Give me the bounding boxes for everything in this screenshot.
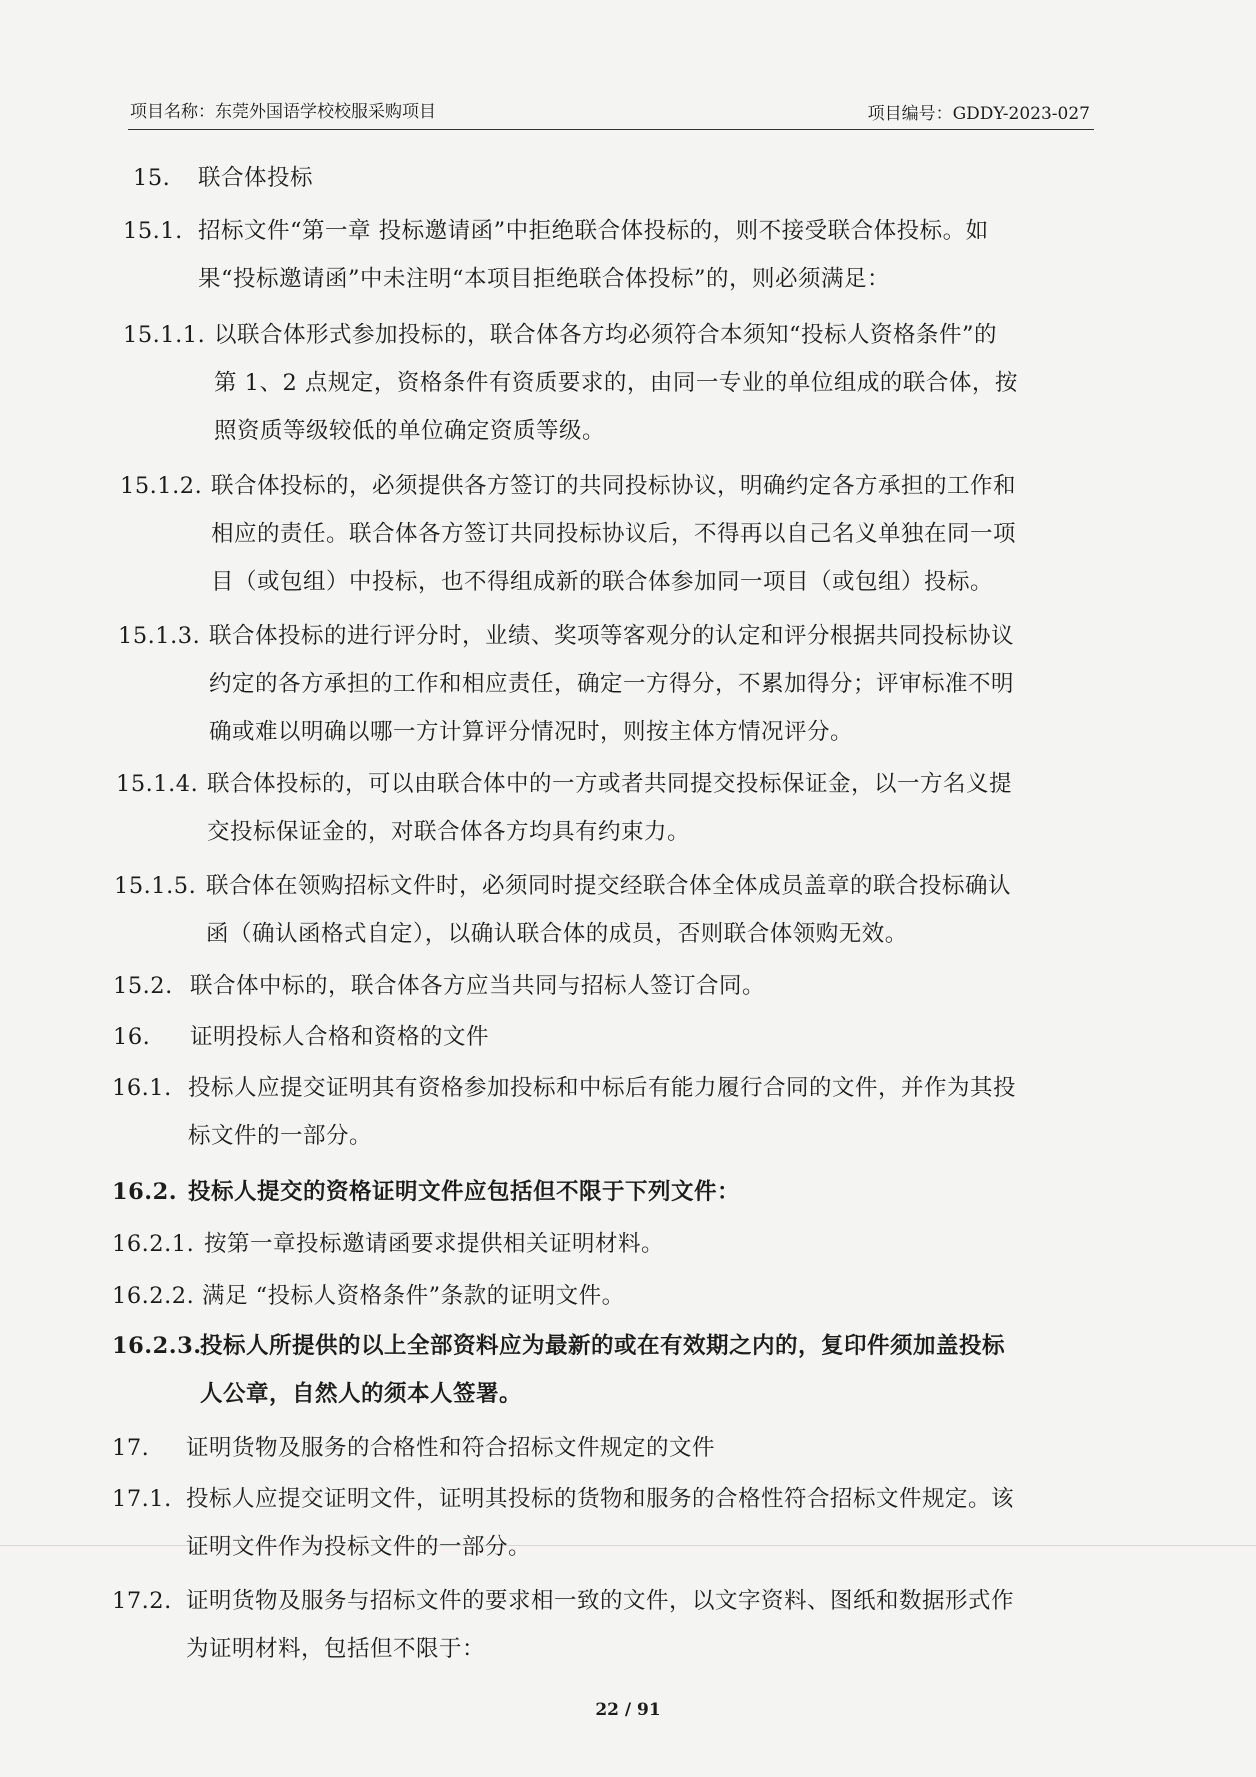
section-number: 17.1. xyxy=(112,1486,172,1512)
section-line: 交投标保证金的，对联合体各方均具有约束力。 xyxy=(207,819,691,845)
section-line: 招标文件“第一章 投标邀请函”中拒绝联合体投标的，则不接受联合体投标。如 xyxy=(198,218,989,244)
section-number: 16. xyxy=(113,1024,151,1050)
section-line: 证明货物及服务的合格性和符合招标文件规定的文件 xyxy=(186,1435,716,1461)
section-number: 17.2. xyxy=(112,1588,172,1614)
section-line: 满足 “投标人资格条件”条款的证明文件。 xyxy=(202,1283,625,1309)
section-line: 照资质等级较低的单位确定资质等级。 xyxy=(214,418,606,444)
section-line: 联合体投标的，可以由联合体中的一方或者共同提交投标保证金，以一方名义提 xyxy=(207,771,1013,797)
section-line: 以联合体形式参加投标的，联合体各方均必须符合本须知“投标人资格条件”的 xyxy=(214,322,998,348)
section-line: 约定的各方承担的工作和相应责任，确定一方得分，不累加得分；评审标准不明 xyxy=(209,671,1015,697)
section-line: 联合体投标的进行评分时，业绩、奖项等客观分的认定和评分根据共同投标协议 xyxy=(209,623,1015,649)
section-number: 16.2.2. xyxy=(112,1283,195,1309)
section-number: 15.1.2. xyxy=(120,473,203,499)
project-code: 项目编号：GDDY-2023-027 xyxy=(867,104,1090,124)
page-number: 22 / 91 xyxy=(595,1700,661,1720)
section-line: 相应的责任。联合体各方签订共同投标协议后，不得再以自己名义单独在同一项 xyxy=(211,521,1017,547)
section-line: 按第一章投标邀请函要求提供相关证明材料。 xyxy=(204,1231,665,1257)
section-line: 投标人应提交证明文件，证明其投标的货物和服务的合格性符合招标文件规定。该 xyxy=(186,1486,1015,1512)
section-line: 联合体中标的，联合体各方应当共同与招标人签订合同。 xyxy=(190,973,766,999)
section-line: 联合体投标的，必须提供各方签订的共同投标协议，明确约定各方承担的工作和 xyxy=(211,473,1017,499)
section-number: 17. xyxy=(112,1435,150,1461)
section-line: 投标人应提交证明其有资格参加投标和中标后有能力履行合同的文件，并作为其投 xyxy=(188,1075,1017,1101)
section-number: 15.2. xyxy=(113,973,173,999)
section-line: 投标人所提供的以上全部资料应为最新的或在有效期之内的，复印件须加盖投标 xyxy=(200,1333,1006,1359)
section-number: 15.1. xyxy=(123,218,183,244)
section-line: 证明货物及服务与招标文件的要求相一致的文件，以文字资料、图纸和数据形式作 xyxy=(186,1588,1015,1614)
section-line: 联合体投标 xyxy=(198,165,314,191)
section-line: 函（确认函格式自定），以确认联合体的成员，否则联合体领购无效。 xyxy=(206,921,908,947)
section-line: 人公章，自然人的须本人签署。 xyxy=(200,1381,523,1407)
section-line: 确或难以明确以哪一方计算评分情况时，则按主体方情况评分。 xyxy=(209,719,854,745)
project-name: 项目名称：东莞外国语学校校服采购项目 xyxy=(130,102,436,122)
section-number: 16.1. xyxy=(112,1075,172,1101)
section-number: 15.1.4. xyxy=(116,771,199,797)
section-number: 15.1.5. xyxy=(114,873,197,899)
section-number: 16.2.3. xyxy=(112,1333,202,1359)
section-number: 15.1.1. xyxy=(123,322,206,348)
section-line: 标文件的一部分。 xyxy=(188,1123,373,1149)
section-number: 16.2.1. xyxy=(112,1231,195,1257)
section-number: 15.1.3. xyxy=(118,623,201,649)
section-line: 证明投标人合格和资格的文件 xyxy=(190,1024,490,1050)
section-line: 证明文件作为投标文件的一部分。 xyxy=(186,1534,532,1560)
section-line: 目（或包组）中投标，也不得组成新的联合体参加同一项目（或包组）投标。 xyxy=(211,569,994,595)
section-number: 15. xyxy=(133,165,171,191)
section-line: 第 1、2 点规定，资格条件有资质要求的，由同一专业的单位组成的联合体，按 xyxy=(214,370,1018,396)
section-number: 16.2. xyxy=(112,1179,178,1205)
section-line: 联合体在领购招标文件时，必须同时提交经联合体全体成员盖章的联合投标确认 xyxy=(206,873,1012,899)
section-line: 投标人提交的资格证明文件应包括但不限于下列文件： xyxy=(188,1179,741,1205)
section-line: 为证明材料，包括但不限于： xyxy=(186,1636,486,1662)
section-line: 果“投标邀请函”中未注明“本项目拒绝联合体投标”的，则必须满足： xyxy=(198,266,891,292)
